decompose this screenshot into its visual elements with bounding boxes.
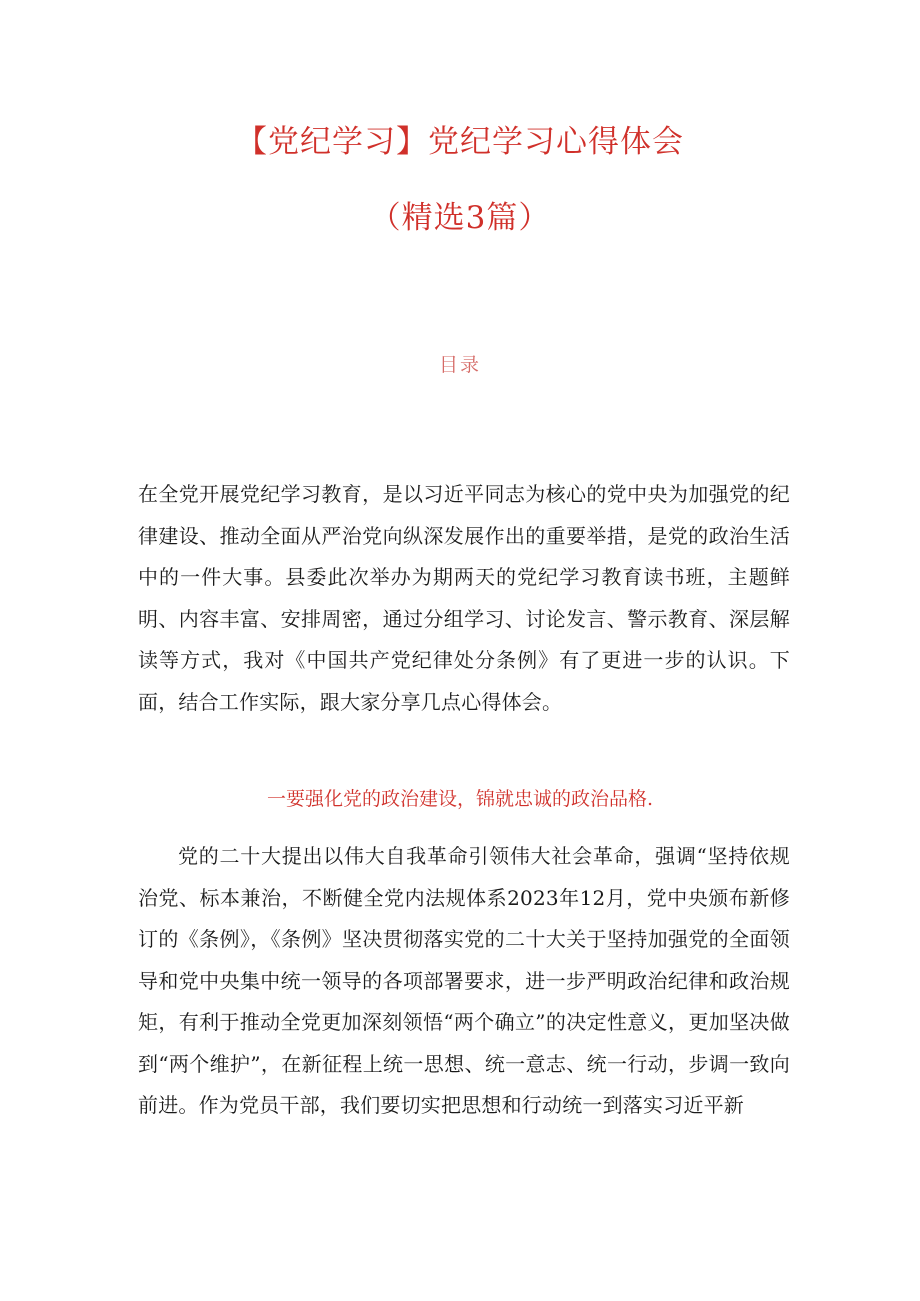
body-paragraph: 党的二十大提出以伟大自我革命引领伟大社会革命，强调“坚持依规治党、标本兼治，不断健全党内法规体系2023年12月，党中央颁布新修订的《条例》，《条例》坚决贯彻落实党的二十大关于坚持加强党的全面领导和党中央集中统一领导的各项部署要求，进一步严明政治纪律和政治规矩，有利于推动全党更加深刻领悟“两个确立”的决定性意义，更加坚决做到“两个维护”，在新征程上统一思想、统一意志、统一行动，步调一致向前进。作为党员干部，我们要切实把思想和行动统一到落实习近平新 bbox=[138, 844, 790, 1117]
table-of-contents-label: 目录 bbox=[438, 354, 481, 376]
intro-paragraph: 在全党开展党纪学习教育，是以习近平同志为核心的党中央为加强党的纪律建设、推动全面从严治党向纵深发展作出的重要举措，是党的政治生活中的一件大事。县委此次举办为期两天的党纪学习教育读书班，主题鲜明、内容丰富、安排周密，通过分组学习、讨论发言、警示教育、深层解读等方式，我对《中国共产党纪律处分条例》有了更进一步的认识。下面，结合工作实际，跟大家分享几点心得体会。 bbox=[138, 482, 790, 714]
document-subtitle: （精选3篇） bbox=[369, 200, 551, 236]
section-heading: 一要强化党的政治建设，锦就忠诚的政治品格. bbox=[266, 788, 654, 810]
document-title: 【党纪学习】党纪学习心得体会 bbox=[236, 124, 684, 160]
